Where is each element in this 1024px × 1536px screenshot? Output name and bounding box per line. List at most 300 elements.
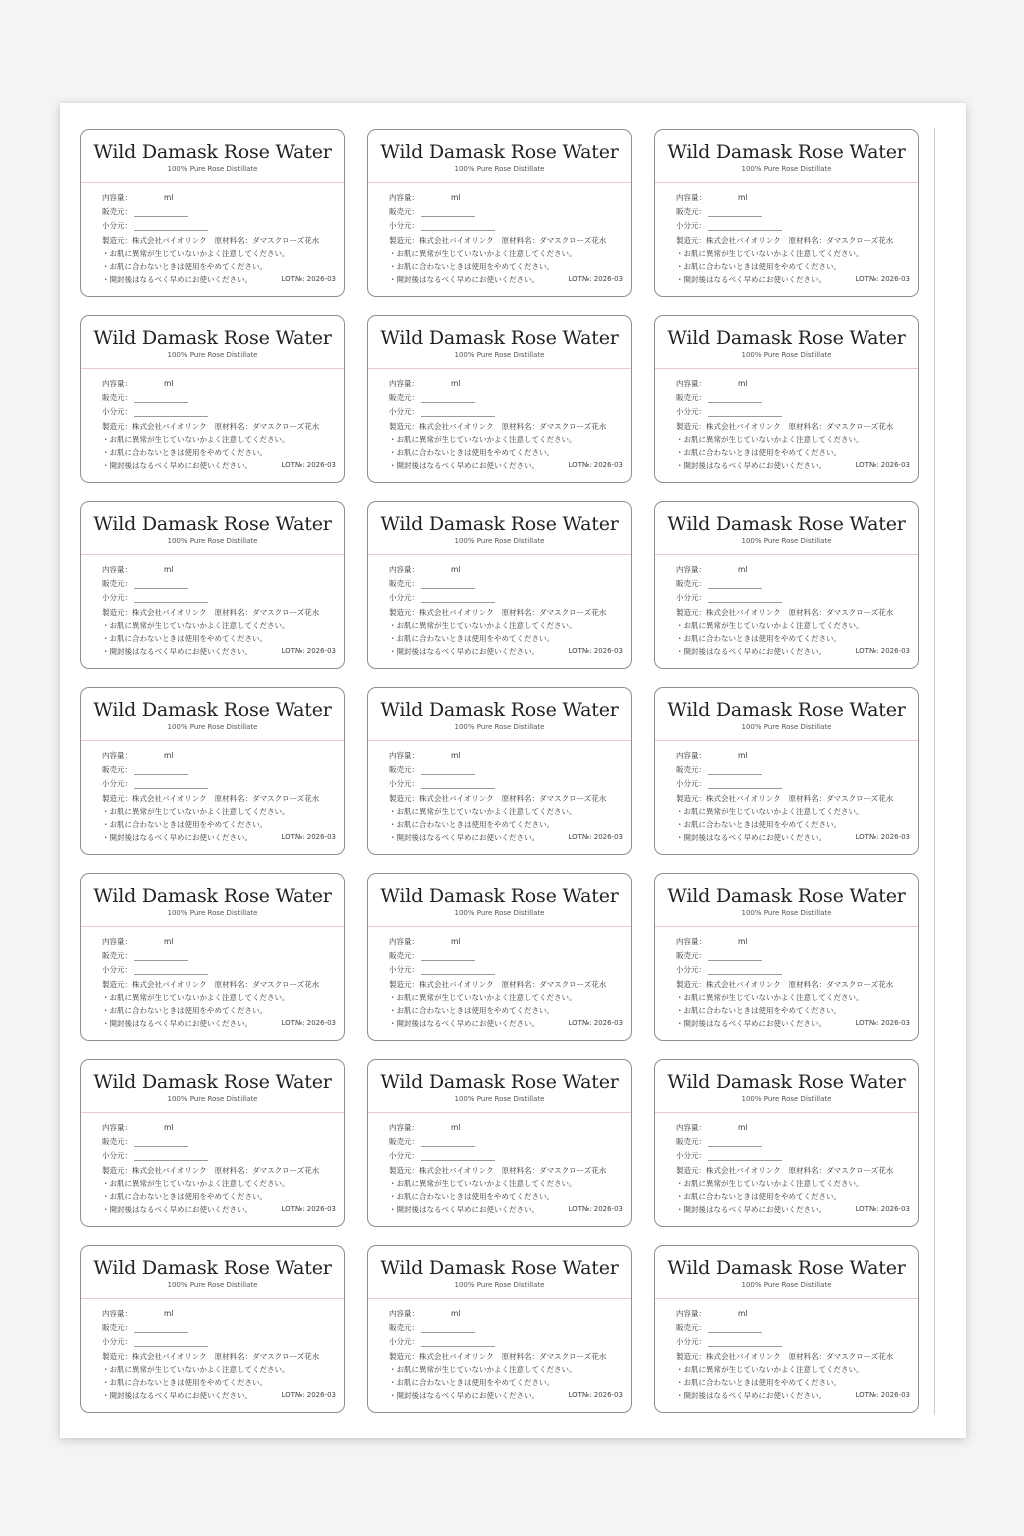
bottler-field	[389, 1151, 495, 1161]
caution-note: ・お肌に合わないときは使用をやめてください。	[389, 262, 554, 271]
volume-unit: ml	[164, 379, 174, 388]
caution-note: ・開封後はなるべく早めにお使いください。	[389, 647, 539, 656]
bottler-field	[676, 221, 782, 231]
seller-label: 販売元：	[389, 207, 419, 216]
caution-note: ・お肌に合わないときは使用をやめてください。	[102, 1006, 267, 1015]
ingredient-text: 原材料名：ダマスクローズ花水	[788, 1352, 894, 1361]
seller-label: 販売元：	[389, 1323, 419, 1332]
label-divider	[655, 740, 918, 741]
caution-note: ・お肌に合わないときは使用をやめてください。	[676, 1192, 841, 1201]
seller-field	[676, 1323, 762, 1333]
ingredient-text: 原材料名：ダマスクローズ花水	[214, 422, 320, 431]
ingredient-text: 原材料名：ダマスクローズ花水	[788, 236, 894, 245]
bottler-blank-line	[134, 1152, 208, 1161]
volume-label: 内容量：	[676, 565, 706, 574]
manufacturer-text: 製造元：株式会社バイオリンク	[389, 608, 494, 617]
manufacturer-text: 製造元：株式会社バイオリンク	[102, 1352, 207, 1361]
volume-field	[676, 565, 747, 575]
ingredient-text: 原材料名：ダマスクローズ花水	[501, 980, 607, 989]
volume-unit: ml	[738, 565, 748, 574]
caution-note: ・お肌に合わないときは使用をやめてください。	[389, 1378, 554, 1387]
seller-field	[676, 1137, 762, 1147]
volume-unit: ml	[451, 751, 461, 760]
label-divider	[368, 554, 631, 555]
seller-label: 販売元：	[102, 1137, 132, 1146]
volume-label: 内容量：	[102, 565, 132, 574]
label-divider	[368, 182, 631, 183]
manufacturer-line	[676, 793, 893, 804]
seller-field	[102, 765, 188, 775]
volume-label: 内容量：	[676, 1123, 706, 1132]
caution-note: ・お肌に異常が生じていないかよく注意してください。	[389, 249, 577, 258]
ingredient-text: 原材料名：ダマスクローズ花水	[214, 794, 320, 803]
volume-label: 内容量：	[389, 937, 419, 946]
bottler-field	[102, 593, 208, 603]
bottler-label: 小分元：	[676, 965, 706, 974]
volume-field	[102, 565, 173, 575]
manufacturer-text: 製造元：株式会社バイオリンク	[102, 980, 207, 989]
seller-field	[676, 207, 762, 217]
manufacturer-line	[389, 793, 606, 804]
manufacturer-line	[676, 979, 893, 990]
label-divider	[655, 926, 918, 927]
caution-note: ・お肌に合わないときは使用をやめてください。	[676, 1006, 841, 1015]
label-subtitle: 100% Pure Rose Distillate	[741, 909, 832, 917]
ingredient-text: 原材料名：ダマスクローズ花水	[214, 608, 320, 617]
volume-unit: ml	[164, 565, 174, 574]
volume-unit: ml	[738, 751, 748, 760]
volume-label: 内容量：	[389, 193, 419, 202]
bottler-field	[676, 1151, 782, 1161]
seller-label: 販売元：	[102, 1323, 132, 1332]
rose-water-label	[367, 873, 632, 1041]
bottler-field	[389, 965, 495, 975]
volume-field	[676, 1309, 747, 1319]
volume-label: 内容量：	[102, 1309, 132, 1318]
bottler-field	[676, 593, 782, 603]
label-subtitle: 100% Pure Rose Distillate	[741, 1281, 832, 1289]
caution-note: ・お肌に合わないときは使用をやめてください。	[676, 634, 841, 643]
caution-note: ・開封後はなるべく早めにお使いください。	[676, 647, 826, 656]
bottler-blank-line	[421, 966, 495, 975]
caution-note: ・お肌に異常が生じていないかよく注意してください。	[676, 621, 864, 630]
seller-blank-line	[421, 952, 475, 961]
bottler-label: 小分元：	[102, 965, 132, 974]
bottler-field	[102, 1151, 208, 1161]
seller-field	[102, 951, 188, 961]
bottler-label: 小分元：	[102, 593, 132, 602]
caution-note: ・お肌に合わないときは使用をやめてください。	[102, 634, 267, 643]
ingredient-text: 原材料名：ダマスクローズ花水	[788, 1166, 894, 1175]
label-subtitle: 100% Pure Rose Distillate	[741, 1095, 832, 1103]
label-divider	[81, 554, 344, 555]
volume-label: 内容量：	[676, 379, 706, 388]
seller-blank-line	[708, 394, 762, 403]
manufacturer-line	[676, 607, 893, 618]
bottler-field	[676, 407, 782, 417]
caution-note: ・お肌に異常が生じていないかよく注意してください。	[102, 435, 290, 444]
volume-label: 内容量：	[389, 379, 419, 388]
label-divider	[655, 1112, 918, 1113]
seller-field	[102, 1323, 188, 1333]
ingredient-text: 原材料名：ダマスクローズ花水	[214, 236, 320, 245]
bottler-blank-line	[708, 408, 782, 417]
caution-note: ・開封後はなるべく早めにお使いください。	[389, 833, 539, 842]
manufacturer-line	[102, 793, 319, 804]
rose-water-label	[80, 1245, 345, 1413]
bottler-label: 小分元：	[676, 1151, 706, 1160]
seller-label: 販売元：	[676, 951, 706, 960]
label-subtitle: 100% Pure Rose Distillate	[454, 1095, 545, 1103]
manufacturer-line	[676, 235, 893, 246]
manufacturer-line	[102, 1351, 319, 1362]
lot-number: LOT№: 2026-03	[568, 1019, 623, 1027]
manufacturer-text: 製造元：株式会社バイオリンク	[676, 1352, 781, 1361]
lot-number: LOT№: 2026-03	[568, 1205, 623, 1213]
manufacturer-line	[102, 421, 319, 432]
caution-note: ・お肌に合わないときは使用をやめてください。	[676, 820, 841, 829]
label-divider	[655, 1298, 918, 1299]
ingredient-text: 原材料名：ダマスクローズ花水	[788, 980, 894, 989]
bottler-blank-line	[708, 1152, 782, 1161]
volume-unit: ml	[738, 379, 748, 388]
bottler-blank-line	[134, 1338, 208, 1347]
seller-field	[676, 579, 762, 589]
caution-note: ・お肌に合わないときは使用をやめてください。	[389, 448, 554, 457]
seller-field	[389, 1137, 475, 1147]
label-subtitle: 100% Pure Rose Distillate	[741, 165, 832, 173]
caution-note: ・お肌に合わないときは使用をやめてください。	[102, 448, 267, 457]
manufacturer-line	[389, 1351, 606, 1362]
volume-unit: ml	[451, 937, 461, 946]
label-title: Wild Damask Rose Water	[380, 327, 619, 349]
caution-note: ・お肌に異常が生じていないかよく注意してください。	[389, 993, 577, 1002]
seller-label: 販売元：	[102, 393, 132, 402]
manufacturer-text: 製造元：株式会社バイオリンク	[389, 794, 494, 803]
bottler-label: 小分元：	[389, 407, 419, 416]
caution-note: ・お肌に合わないときは使用をやめてください。	[676, 262, 841, 271]
label-divider	[368, 740, 631, 741]
label-title: Wild Damask Rose Water	[93, 513, 332, 535]
volume-field	[102, 193, 173, 203]
volume-field	[102, 751, 173, 761]
volume-label: 内容量：	[102, 937, 132, 946]
manufacturer-text: 製造元：株式会社バイオリンク	[676, 980, 781, 989]
volume-field	[389, 379, 460, 389]
manufacturer-line	[389, 979, 606, 990]
seller-blank-line	[708, 1324, 762, 1333]
volume-label: 内容量：	[102, 751, 132, 760]
bottler-label: 小分元：	[389, 965, 419, 974]
label-title: Wild Damask Rose Water	[380, 1257, 619, 1279]
caution-note: ・お肌に異常が生じていないかよく注意してください。	[389, 435, 577, 444]
volume-field	[676, 1123, 747, 1133]
caution-note: ・お肌に異常が生じていないかよく注意してください。	[102, 1365, 290, 1374]
seller-field	[389, 765, 475, 775]
label-divider	[655, 368, 918, 369]
bottler-label: 小分元：	[676, 593, 706, 602]
volume-field	[102, 937, 173, 947]
ingredient-text: 原材料名：ダマスクローズ花水	[501, 1166, 607, 1175]
label-title: Wild Damask Rose Water	[380, 141, 619, 163]
caution-note: ・開封後はなるべく早めにお使いください。	[389, 461, 539, 470]
bottler-field	[676, 965, 782, 975]
bottler-label: 小分元：	[389, 1151, 419, 1160]
bottler-label: 小分元：	[102, 1337, 132, 1346]
caution-note: ・お肌に合わないときは使用をやめてください。	[389, 634, 554, 643]
bottler-label: 小分元：	[389, 779, 419, 788]
manufacturer-text: 製造元：株式会社バイオリンク	[676, 236, 781, 245]
volume-field	[389, 1123, 460, 1133]
ingredient-text: 原材料名：ダマスクローズ花水	[501, 422, 607, 431]
seller-field	[389, 579, 475, 589]
bottler-blank-line	[421, 780, 495, 789]
caution-note: ・開封後はなるべく早めにお使いください。	[676, 1205, 826, 1214]
bottler-blank-line	[134, 780, 208, 789]
volume-field	[676, 379, 747, 389]
manufacturer-text: 製造元：株式会社バイオリンク	[389, 1352, 494, 1361]
volume-label: 内容量：	[676, 193, 706, 202]
seller-label: 販売元：	[389, 1137, 419, 1146]
label-subtitle: 100% Pure Rose Distillate	[741, 537, 832, 545]
caution-note: ・開封後はなるべく早めにお使いください。	[676, 275, 826, 284]
rose-water-label	[367, 1059, 632, 1227]
label-divider	[368, 1298, 631, 1299]
volume-unit: ml	[164, 193, 174, 202]
volume-label: 内容量：	[389, 751, 419, 760]
volume-unit: ml	[451, 565, 461, 574]
caution-note: ・開封後はなるべく早めにお使いください。	[102, 1205, 252, 1214]
label-divider	[81, 182, 344, 183]
lot-number: LOT№: 2026-03	[855, 647, 910, 655]
lot-number: LOT№: 2026-03	[855, 1019, 910, 1027]
lot-number: LOT№: 2026-03	[855, 1391, 910, 1399]
volume-field	[389, 565, 460, 575]
volume-label: 内容量：	[102, 379, 132, 388]
label-subtitle: 100% Pure Rose Distillate	[454, 1281, 545, 1289]
ingredient-text: 原材料名：ダマスクローズ花水	[501, 608, 607, 617]
caution-note: ・お肌に異常が生じていないかよく注意してください。	[676, 249, 864, 258]
seller-blank-line	[134, 580, 188, 589]
volume-unit: ml	[164, 751, 174, 760]
ingredient-text: 原材料名：ダマスクローズ花水	[788, 794, 894, 803]
bottler-blank-line	[421, 1152, 495, 1161]
manufacturer-text: 製造元：株式会社バイオリンク	[102, 422, 207, 431]
label-title: Wild Damask Rose Water	[667, 1071, 906, 1093]
seller-field	[389, 951, 475, 961]
ingredient-text: 原材料名：ダマスクローズ花水	[501, 236, 607, 245]
bottler-blank-line	[708, 780, 782, 789]
caution-note: ・開封後はなるべく早めにお使いください。	[102, 833, 252, 842]
manufacturer-line	[102, 607, 319, 618]
volume-field	[389, 937, 460, 947]
lot-number: LOT№: 2026-03	[281, 833, 336, 841]
label-title: Wild Damask Rose Water	[93, 1071, 332, 1093]
volume-unit: ml	[451, 1309, 461, 1318]
rose-water-label	[654, 1059, 919, 1227]
bottler-field	[102, 407, 208, 417]
volume-unit: ml	[164, 1309, 174, 1318]
lot-number: LOT№: 2026-03	[855, 461, 910, 469]
seller-label: 販売元：	[102, 951, 132, 960]
bottler-blank-line	[134, 222, 208, 231]
lot-number: LOT№: 2026-03	[281, 1391, 336, 1399]
bottler-blank-line	[134, 966, 208, 975]
rose-water-label	[367, 687, 632, 855]
label-subtitle: 100% Pure Rose Distillate	[167, 537, 258, 545]
bottler-field	[389, 593, 495, 603]
caution-note: ・お肌に合わないときは使用をやめてください。	[389, 1192, 554, 1201]
seller-field	[389, 393, 475, 403]
caution-note: ・お肌に異常が生じていないかよく注意してください。	[102, 1179, 290, 1188]
volume-unit: ml	[738, 1123, 748, 1132]
sheet-edge-rule	[934, 128, 935, 1415]
rose-water-label	[367, 501, 632, 669]
caution-note: ・開封後はなるべく早めにお使いください。	[102, 647, 252, 656]
label-title: Wild Damask Rose Water	[667, 885, 906, 907]
bottler-field	[389, 1337, 495, 1347]
caution-note: ・開封後はなるべく早めにお使いください。	[676, 833, 826, 842]
caution-note: ・お肌に合わないときは使用をやめてください。	[676, 1378, 841, 1387]
lot-number: LOT№: 2026-03	[281, 275, 336, 283]
label-subtitle: 100% Pure Rose Distillate	[167, 165, 258, 173]
bottler-field	[389, 221, 495, 231]
seller-label: 販売元：	[389, 579, 419, 588]
caution-note: ・お肌に異常が生じていないかよく注意してください。	[102, 249, 290, 258]
seller-blank-line	[421, 766, 475, 775]
manufacturer-text: 製造元：株式会社バイオリンク	[676, 608, 781, 617]
rose-water-label	[654, 873, 919, 1041]
seller-blank-line	[421, 1138, 475, 1147]
manufacturer-text: 製造元：株式会社バイオリンク	[676, 422, 781, 431]
ingredient-text: 原材料名：ダマスクローズ花水	[214, 1352, 320, 1361]
volume-unit: ml	[451, 1123, 461, 1132]
label-divider	[81, 926, 344, 927]
seller-field	[102, 393, 188, 403]
seller-field	[102, 207, 188, 217]
ingredient-text: 原材料名：ダマスクローズ花水	[788, 608, 894, 617]
caution-note: ・お肌に合わないときは使用をやめてください。	[102, 820, 267, 829]
caution-note: ・開封後はなるべく早めにお使いください。	[676, 461, 826, 470]
volume-label: 内容量：	[389, 1309, 419, 1318]
volume-field	[389, 751, 460, 761]
label-title: Wild Damask Rose Water	[667, 513, 906, 535]
label-divider	[81, 368, 344, 369]
lot-number: LOT№: 2026-03	[855, 833, 910, 841]
label-divider	[81, 1112, 344, 1113]
label-title: Wild Damask Rose Water	[380, 513, 619, 535]
label-divider	[81, 1298, 344, 1299]
bottler-blank-line	[708, 222, 782, 231]
label-subtitle: 100% Pure Rose Distillate	[167, 1281, 258, 1289]
seller-label: 販売元：	[102, 579, 132, 588]
volume-unit: ml	[451, 379, 461, 388]
bottler-blank-line	[708, 966, 782, 975]
label-title: Wild Damask Rose Water	[667, 141, 906, 163]
caution-note: ・お肌に合わないときは使用をやめてください。	[102, 1192, 267, 1201]
rose-water-label	[654, 315, 919, 483]
rose-water-label	[80, 1059, 345, 1227]
bottler-field	[102, 965, 208, 975]
caution-note: ・開封後はなるべく早めにお使いください。	[676, 1391, 826, 1400]
volume-field	[102, 379, 173, 389]
rose-water-label	[80, 315, 345, 483]
bottler-label: 小分元：	[389, 593, 419, 602]
caution-note: ・開封後はなるべく早めにお使いください。	[102, 1391, 252, 1400]
label-title: Wild Damask Rose Water	[667, 327, 906, 349]
rose-water-label	[654, 687, 919, 855]
rose-water-label	[654, 501, 919, 669]
label-subtitle: 100% Pure Rose Distillate	[454, 351, 545, 359]
ingredient-text: 原材料名：ダマスクローズ花水	[501, 794, 607, 803]
seller-label: 販売元：	[389, 393, 419, 402]
manufacturer-text: 製造元：株式会社バイオリンク	[102, 794, 207, 803]
seller-label: 販売元：	[676, 765, 706, 774]
bottler-field	[102, 221, 208, 231]
manufacturer-text: 製造元：株式会社バイオリンク	[102, 236, 207, 245]
bottler-label: 小分元：	[676, 407, 706, 416]
volume-label: 内容量：	[102, 1123, 132, 1132]
volume-field	[389, 1309, 460, 1319]
label-divider	[368, 926, 631, 927]
volume-field	[102, 1309, 173, 1319]
bottler-blank-line	[134, 408, 208, 417]
manufacturer-text: 製造元：株式会社バイオリンク	[102, 608, 207, 617]
manufacturer-line	[389, 421, 606, 432]
rose-water-label	[367, 315, 632, 483]
manufacturer-text: 製造元：株式会社バイオリンク	[102, 1166, 207, 1175]
volume-label: 内容量：	[676, 751, 706, 760]
bottler-field	[676, 779, 782, 789]
caution-note: ・お肌に合わないときは使用をやめてください。	[102, 262, 267, 271]
label-subtitle: 100% Pure Rose Distillate	[741, 351, 832, 359]
seller-blank-line	[708, 952, 762, 961]
seller-label: 販売元：	[676, 1137, 706, 1146]
manufacturer-text: 製造元：株式会社バイオリンク	[676, 1166, 781, 1175]
volume-label: 内容量：	[389, 1123, 419, 1132]
caution-note: ・開封後はなるべく早めにお使いください。	[389, 1019, 539, 1028]
lot-number: LOT№: 2026-03	[281, 1205, 336, 1213]
manufacturer-text: 製造元：株式会社バイオリンク	[389, 236, 494, 245]
manufacturer-line	[676, 1351, 893, 1362]
seller-label: 販売元：	[676, 207, 706, 216]
manufacturer-line	[102, 979, 319, 990]
label-subtitle: 100% Pure Rose Distillate	[167, 723, 258, 731]
lot-number: LOT№: 2026-03	[281, 1019, 336, 1027]
manufacturer-text: 製造元：株式会社バイオリンク	[389, 422, 494, 431]
bottler-blank-line	[708, 1338, 782, 1347]
rose-water-label	[367, 1245, 632, 1413]
bottler-blank-line	[421, 1338, 495, 1347]
bottler-label: 小分元：	[102, 407, 132, 416]
volume-field	[676, 193, 747, 203]
lot-number: LOT№: 2026-03	[855, 1205, 910, 1213]
bottler-blank-line	[421, 408, 495, 417]
label-title: Wild Damask Rose Water	[380, 699, 619, 721]
caution-note: ・開封後はなるべく早めにお使いください。	[102, 461, 252, 470]
rose-water-label	[80, 873, 345, 1041]
bottler-blank-line	[134, 594, 208, 603]
caution-note: ・お肌に異常が生じていないかよく注意してください。	[389, 807, 577, 816]
label-title: Wild Damask Rose Water	[380, 1071, 619, 1093]
volume-unit: ml	[164, 937, 174, 946]
lot-number: LOT№: 2026-03	[568, 833, 623, 841]
bottler-label: 小分元：	[676, 779, 706, 788]
manufacturer-line	[676, 1165, 893, 1176]
caution-note: ・開封後はなるべく早めにお使いください。	[389, 1391, 539, 1400]
caution-note: ・お肌に異常が生じていないかよく注意してください。	[676, 993, 864, 1002]
caution-note: ・お肌に異常が生じていないかよく注意してください。	[676, 1179, 864, 1188]
